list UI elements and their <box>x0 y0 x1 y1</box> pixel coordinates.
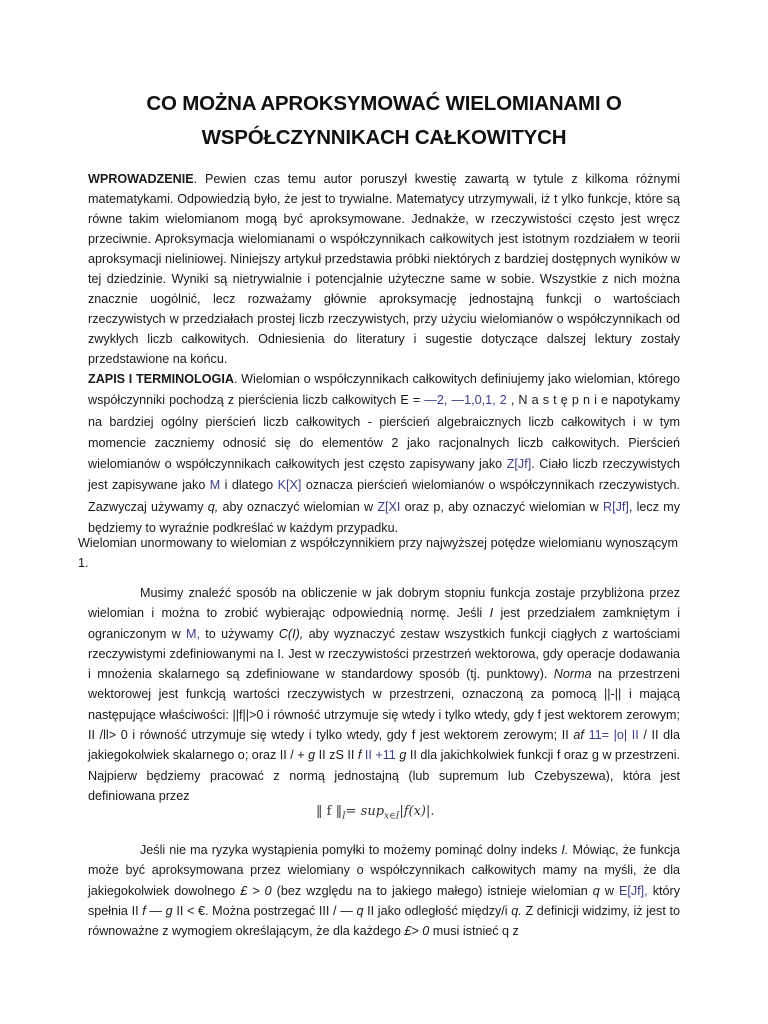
notation-math: q, <box>207 499 219 514</box>
notation-math: K[X] <box>277 478 302 493</box>
notation-math: R[Jf] <box>602 499 629 514</box>
supremum-norm-formula <box>316 804 456 822</box>
norm-math: 11= |o| II <box>583 728 639 743</box>
norm-math: f <box>357 748 362 763</box>
formula-subscript: x∈I <box>384 811 400 822</box>
notation-text: . Ciało liczb rzeczywistych jest zapisywane jako <box>88 457 681 493</box>
norm-text: / II dla jakiegokolwiek skalarnego o; oraz II / + <box>88 728 680 763</box>
norm-paragraph <box>88 583 680 806</box>
formula-sup: = sup <box>345 804 385 819</box>
title-line-1: CO MOŻNA APROKSYMOWAĆ WIELOMIANAMI O <box>146 92 622 115</box>
norm-text: na przestrzeni wektorowej jest funkcją wartości rzeczywistych w przestrzeni, oznaczoną za pomocą ||-|| i mającą następujące właściwości: ||f||>0 i równość utrzymuje się wtedy i tylko wtedy, gdy f jest wektorem zerowym; II /ll> 0 i równość utrzymuje się wtedy i tylko wtedy, gdy f jest wektorem zerowym; II <box>88 667 680 743</box>
definition-paragraph <box>78 533 678 573</box>
norm-term: Norma <box>553 667 592 682</box>
title-line-2: WSPÓŁCZYNNIKACH CAŁKOWITYCH <box>201 126 567 149</box>
formula-subscript: I <box>342 811 346 822</box>
notation-math: —2, —1,0,1, 2 <box>424 393 507 408</box>
norm-math: g <box>308 748 316 763</box>
notation-math: Z[Jf] <box>506 457 532 472</box>
approx-math: q <box>592 883 600 898</box>
formula-norm: ‖ f ‖ <box>316 804 343 819</box>
approx-text: który spełnia II <box>88 883 680 918</box>
approx-math: q <box>356 903 364 918</box>
norm-math: g <box>399 748 407 763</box>
norm-text: jest przedziałem zamkniętym i ograniczonym w <box>88 606 681 641</box>
approx-text: (bez względu na to jakiego małego) istnieje wielomian <box>271 883 593 898</box>
approx-text: Z definicji widzimy, iż jest to równoważne z wymogiem określającym, że dla każdego <box>88 903 680 939</box>
norm-math: I <box>489 606 494 621</box>
formula-abs: |f(x)|. <box>399 804 435 819</box>
notation-text: , N a s t ę p n i e napotykamy na bardziej ogólny pierścień liczb całkowitych - pierścień algebraicznych liczb całkowitych i w tym momencie zaczniemy odnosić się do elementów 2 jako racjonalnych liczb całkowitych. Pierścień wielomianów o współczynnikach całkowitych jest często zapisywany jako <box>88 393 680 472</box>
intro-heading: WPROWADZENIE <box>88 172 194 186</box>
notation-heading: ZAPIS I TERMINOLOGIA <box>88 372 234 386</box>
intro-paragraph <box>88 169 680 369</box>
norm-math: M, <box>186 626 201 641</box>
approx-math: E[Jf], <box>618 883 648 898</box>
norm-text: II zS II <box>315 748 358 763</box>
approx-text: Mówiąc, że funkcja może być aproksymowana przez wielomiany o współczynnikach całkowitych mamy na myśli, że dla jakiegokolwiek dowolnego <box>88 843 681 898</box>
notation-paragraph <box>88 369 680 539</box>
approx-math: £> 0 <box>404 924 430 939</box>
approx-text: II jako odległość między/i <box>363 903 512 918</box>
approx-math: £ > 0 <box>240 883 272 898</box>
approx-math: q. <box>511 903 522 918</box>
notation-text: oznacza pierścień wielomianów o współczynnikach rzeczywistych. Zazwyczaj używamy <box>88 478 680 514</box>
approx-text: musi istnieć q z <box>429 924 519 939</box>
norm-text: II dla jakichkolwiek funkcji f oraz g w przestrzeni. Najpierw będziemy pracować z normą jednostajną (lub supremum lub Czebyszewa), która jest definiowana przez <box>88 748 681 803</box>
approx-math: f — g <box>142 903 173 918</box>
intro-text: . Pewien czas temu autor poruszył kwestię zawartą w tytule z kilkoma różnymi matematykami. Odpowiedzią było, że jest to trywialne. Matematycy utrzymywali, iż t ylko funkcje, które są równe takim wielomianom mogą być aproksymowane. Jednakże, w rzeczywistości często jest wręcz przeciwnie. Aproksymacja wielomianami o współczynnikach całkowitych jest istotnym rozdziałem w teorii aproksymacji nieliniowej. Niniejszy artykuł przedstawia próbki niektórych z bardziej dostępnych wyników w tej dziedzinie. Wyniki są nietrywialnie i potencjalnie użyteczne same w sobie. Wszystkie z nich można znacznie uogólnić, lecz rozważamy głównie aproksymację jednostajną funkcji o wartościach rzeczywistych w przedziałach prostej liczb rzeczywistych, przy użyciu wielomianów o współczynnikach od zwykłych liczb całkowitych. Odniesienia do literatury i sugestie dotyczące dalszej lektury zostały przedstawione na końcu. <box>88 172 680 366</box>
notation-math: Z[XI <box>377 499 401 514</box>
notation-text: i dlatego <box>220 478 278 493</box>
approx-text: Jeśli nie ma ryzyka wystąpienia pomyłki to możemy pominąć dolny indeks <box>140 843 562 857</box>
norm-text: Musimy znaleźć sposób na obliczenie w jak dobrym stopniu funkcja zostaje przybliżona przez wielomian i można to zrobić wybierając odpowiednią normę. Jeśli <box>88 586 680 621</box>
norm-math: af <box>573 728 584 743</box>
approx-math: I. <box>561 843 569 857</box>
norm-text: to używamy <box>200 626 279 641</box>
notation-text: . Wielomian o współczynnikach całkowitych definiujemy jako wielomian, którego współczynniki pochodzą z pierścienia liczb całkowitych E = <box>88 372 680 408</box>
notation-text: oraz p, aby oznaczyć wielomian w <box>400 499 603 514</box>
approx-text: II < €. Można postrzegać III / — <box>172 903 357 918</box>
approximation-paragraph <box>88 840 680 941</box>
notation-text: aby oznaczyć wielomian w <box>218 499 378 514</box>
norm-text: aby wyznaczyć zestaw wszystkich funkcji ciągłych z wartościami rzeczywistymi zdefiniowanymi na I. Jest w rzeczywistości przestrzeń wektorowa, gdy operacje dodawania i mnożenia skalarnego są zdefiniowane w standardowy sposób (tj. punktowy). <box>88 626 680 682</box>
notation-text: , lecz my będziemy to wyraźnie podkreślać w każdym przypadku. <box>88 499 681 536</box>
approx-text: w <box>599 883 619 898</box>
definition-text: Wielomian unormowany to wielomian z współczynnikiem przy najwyższej potędze wielomianu wynoszącym 1. <box>78 536 678 570</box>
notation-math: M <box>209 478 221 493</box>
norm-math: II +11 <box>361 748 400 763</box>
norm-math: C(I), <box>278 626 304 641</box>
